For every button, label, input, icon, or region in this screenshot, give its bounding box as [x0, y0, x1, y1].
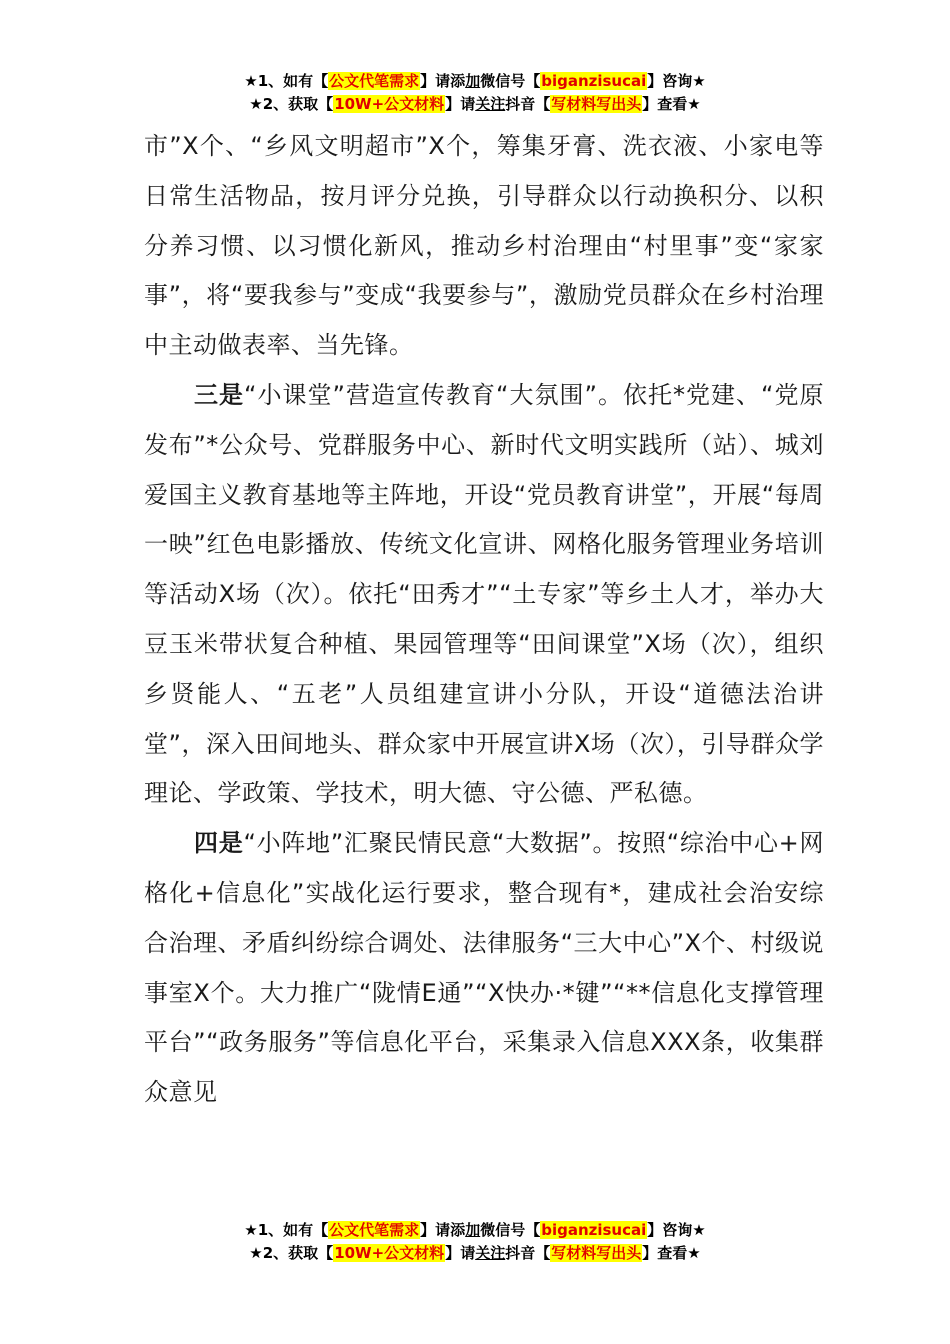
banner-highlight: 10W+公文材料 — [334, 1244, 445, 1262]
paragraph-3: 四是“小阵地”汇聚民情民意“大数据”。按照“综治中心+网格化+信息化”实战化运行要求，整合现有*，建成社会治安综合治理、矛盾纠纷综合调处、法律服务“三大中心”X个、村级说事室X个。大力推广“陇情E通”“X快办·*键”“**信息化支撑管理平台”“政务服务”等信息化平台，采集录入信息XXX条，收集群众意见 — [144, 829, 825, 1107]
banner-line-2: ★2、获取【10W+公文材料】请关注抖音【写材料写出头】查看★ — [249, 95, 701, 113]
paragraph-2: 三是“小课堂”营造宣传教育“大氛围”。依托*党建、“党原发布”*公众号、党群服务中心、新时代文明实践所（站）、城刘爱国主义教育基地等主阵地，开设“党员教育讲堂”，开展“每周一映”红色电影播放、传统文化宣讲、网格化服务管理业务培训等活动X场（次）。依托“田秀才”“土专家”等乡土人才，举办大豆玉米带状复合种植、果园管理等“田间课堂”X场（次），组织乡贤能人、“五老”人员组建宣讲小分队，开设“道德法治讲堂”，深入田间地头、群众家中开展宣讲X场（次），引导群众学理论、学政策、学技术，明大德、守公德、严私德。 — [144, 380, 825, 808]
paragraph-lead: 四是 — [194, 829, 244, 858]
banner-highlight: 公文代笔需求 — [329, 72, 420, 90]
banner-highlight: 写材料写出头 — [551, 1244, 642, 1262]
header-banner — [0, 70, 950, 116]
banner-line-1: ★1、如有【公文代笔需求】请添加微信号【biganzisucai】咨询★ — [244, 1221, 706, 1239]
banner-highlight: 公文代笔需求 — [329, 1221, 420, 1239]
banner-highlight: biganzisucai — [541, 1221, 647, 1239]
banner-line-2: ★2、获取【10W+公文材料】请关注抖音【写材料写出头】查看★ — [249, 1244, 701, 1262]
paragraph-lead: 三是 — [194, 380, 245, 409]
banner-highlight: 10W+公文材料 — [334, 95, 445, 113]
banner-highlight: biganzisucai — [541, 72, 647, 90]
banner-highlight: 写材料写出头 — [551, 95, 642, 113]
banner-line-1: ★1、如有【公文代笔需求】请添加微信号【biganzisucai】咨询★ — [244, 72, 706, 90]
document-body — [144, 122, 824, 1118]
paragraph-1: 市”X个、“乡风文明超市”X个，筹集牙膏、洗衣液、小家电等日常生活物品，按月评分兑换，引导群众以行动换积分、以积分养习惯、以习惯化新风，推动乡村治理由“村里事”变“家家事”，将“要我参与”变成“我要参与”，激励党员群众在乡村治理中主动做表率、当先锋。 — [144, 132, 824, 360]
footer-banner — [0, 1219, 950, 1265]
